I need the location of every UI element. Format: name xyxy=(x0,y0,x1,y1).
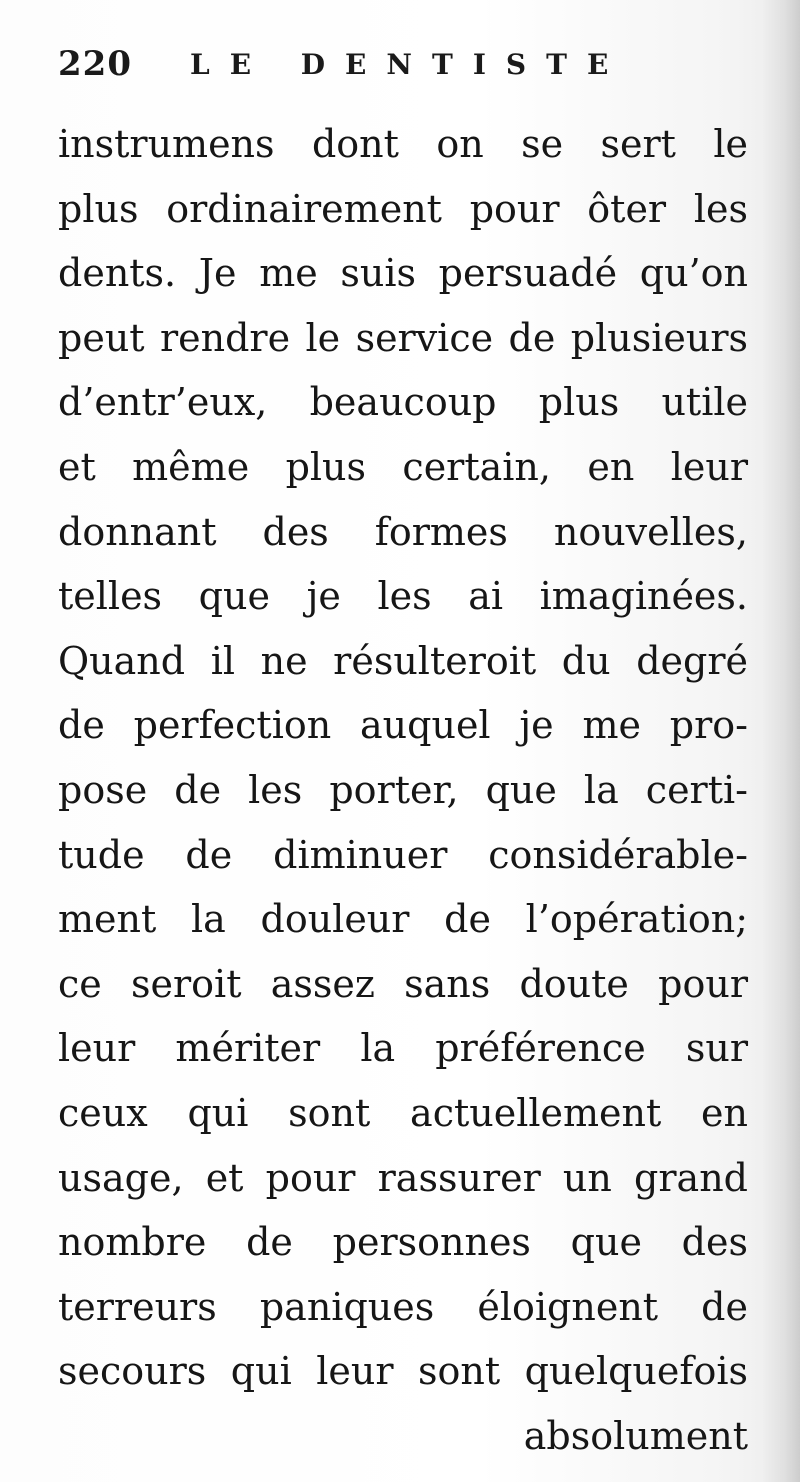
text-line: usage, et pour rassurer un grand xyxy=(58,1155,748,1200)
text-line: d’entr’eux, beaucoup plus utile xyxy=(58,380,748,425)
text-line: dents. Je me suis persuadé qu’on xyxy=(58,251,748,296)
text-line: leur mériter la préférence sur xyxy=(58,1026,748,1071)
text-line: telles que je les ai imaginées. xyxy=(58,574,748,619)
running-head-title: LE DENTISTE xyxy=(190,48,629,81)
body-text xyxy=(58,112,748,1468)
text-line: instrumens dont on se sert le xyxy=(58,122,748,166)
text-line: plus ordinairement pour ôter les xyxy=(58,186,748,231)
page-number: 220 xyxy=(58,44,132,84)
text-line: secours qui leur sont quelquefois xyxy=(58,1349,748,1394)
text-line: et même plus certain, en leur xyxy=(58,444,748,489)
text-line: ceux qui sont actuellement en xyxy=(58,1090,748,1135)
text-line: terreurs paniques éloignent de xyxy=(58,1284,748,1329)
page-edge-shadow xyxy=(762,0,800,1482)
catchword-line: absolument xyxy=(523,1413,748,1458)
text-line: ce seroit assez sans doute pour xyxy=(58,961,748,1006)
text-line: de perfection auquel je me pro- xyxy=(58,703,748,748)
text-line: Quand il ne résulteroit du degré xyxy=(58,638,748,683)
text-line: pose de les porter, que la certi- xyxy=(58,767,748,812)
text-line: donnant des formes nouvelles, xyxy=(58,509,748,554)
text-line: ment la douleur de l’opération; xyxy=(58,897,748,942)
text-line: tude de diminuer considérable- xyxy=(58,832,748,877)
text-line: nombre de personnes que des xyxy=(58,1220,748,1265)
text-line: peut rendre le service de plusieurs xyxy=(58,315,748,360)
running-head xyxy=(58,44,758,94)
